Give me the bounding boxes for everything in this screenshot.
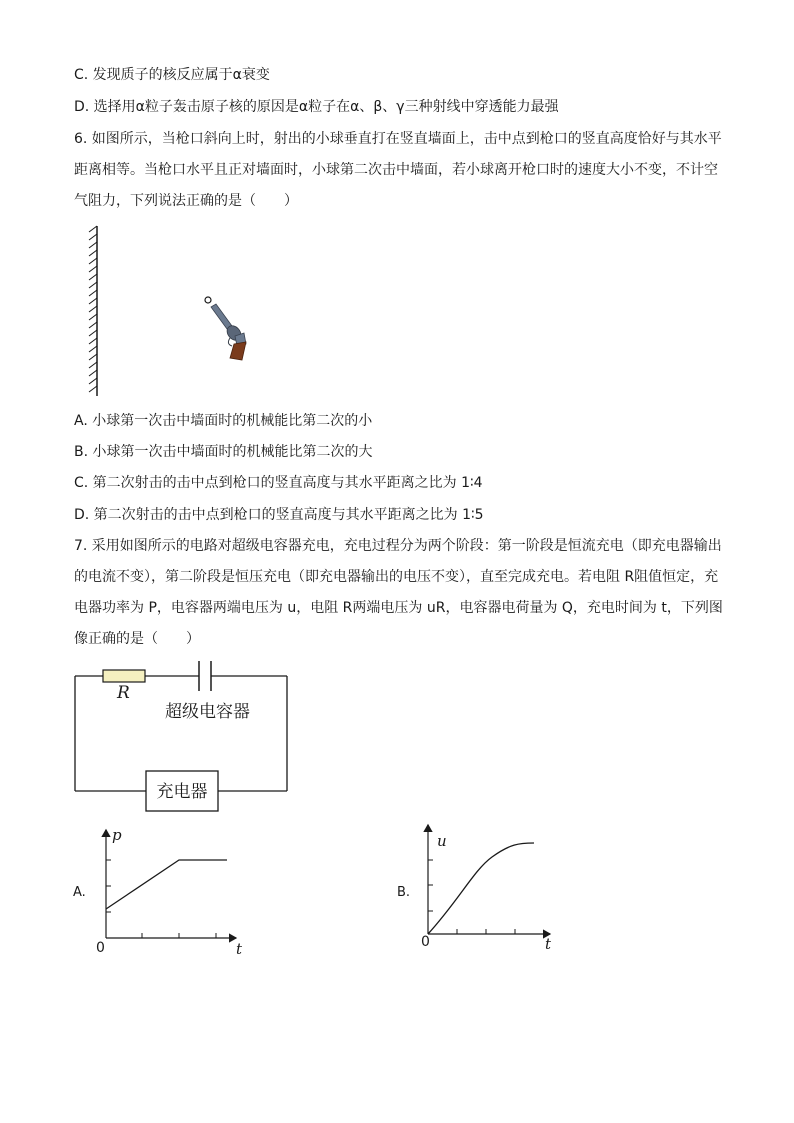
graph-a-x-label: t	[236, 940, 243, 958]
q6-stem-line-3: 气阻力，下列说法正确的是（ ）	[74, 193, 298, 209]
q7-stem-line-4: 像正确的是（ ）	[74, 631, 200, 647]
q6-wall-gun-figure	[80, 222, 280, 400]
graph-b-option-label: B.	[397, 885, 411, 900]
graph-a-y-label: p	[112, 826, 122, 844]
q7-stem-line-2: 的电流不变），第二阶段是恒压充电（即充电器输出的电压不变），直至完成充电。若电阻 R阻值恒定，充	[74, 569, 719, 585]
q7-stem-line-1: 7. 采用如图所示的电路对超级电容器充电，充电过程分为两个阶段：第一阶段是恒流充电（即充电器输出	[74, 538, 722, 554]
q5-option-c: C. 发现质子的核反应属于α衰变	[74, 67, 270, 83]
q6-option-d: D. 第二次射击的击中点到枪口的竖直高度与其水平距离之比为 1∶5	[74, 507, 484, 523]
graph-b-curve	[428, 843, 534, 934]
graph-a-option-label: A.	[73, 885, 86, 900]
capacitor-label: 超级电容器	[165, 702, 250, 722]
q6-option-c: C. 第二次射击的击中点到枪口的竖直高度与其水平距离之比为 1∶4	[74, 475, 483, 491]
q5-option-d: D. 选择用α粒子轰击原子核的原因是α粒子在α、β、γ三种射线中穿透能力最强	[74, 99, 559, 115]
q6-option-a: A. 小球第一次击中墙面时的机械能比第二次的小	[74, 413, 373, 429]
graph-b-origin: 0	[421, 934, 430, 950]
q6-stem-line-2: 距离相等。当枪口水平且正对墙面时，小球第二次击中墙面，若小球离开枪口时的速度大小不变，不计空	[74, 162, 718, 178]
q6-stem-line-1: 6. 如图所示，当枪口斜向上时，射出的小球垂直打在竖直墙面上，击中点到枪口的竖直高度恰好与其水平	[74, 131, 722, 147]
revolver-icon	[211, 304, 246, 360]
wall-hatching	[89, 226, 97, 392]
graph-a-origin: 0	[96, 940, 105, 956]
graph-b-x-label: t	[545, 935, 552, 953]
resistor-label: R	[117, 683, 130, 703]
graph-b-ticks	[428, 860, 515, 934]
ball-icon	[205, 297, 211, 303]
q6-option-b: B. 小球第一次击中墙面时的机械能比第二次的大	[74, 444, 373, 460]
resistor-icon	[103, 670, 145, 682]
graph-b-y-label: u	[437, 832, 447, 850]
charger-label: 充电器	[156, 782, 208, 802]
graph-a-curve	[106, 860, 227, 909]
q7-stem-line-3: 电器功率为 P，电容器两端电压为 u，电阻 R两端电压为 uR，电容器电荷量为 Q，充电时间为 t，下列图	[74, 600, 723, 616]
